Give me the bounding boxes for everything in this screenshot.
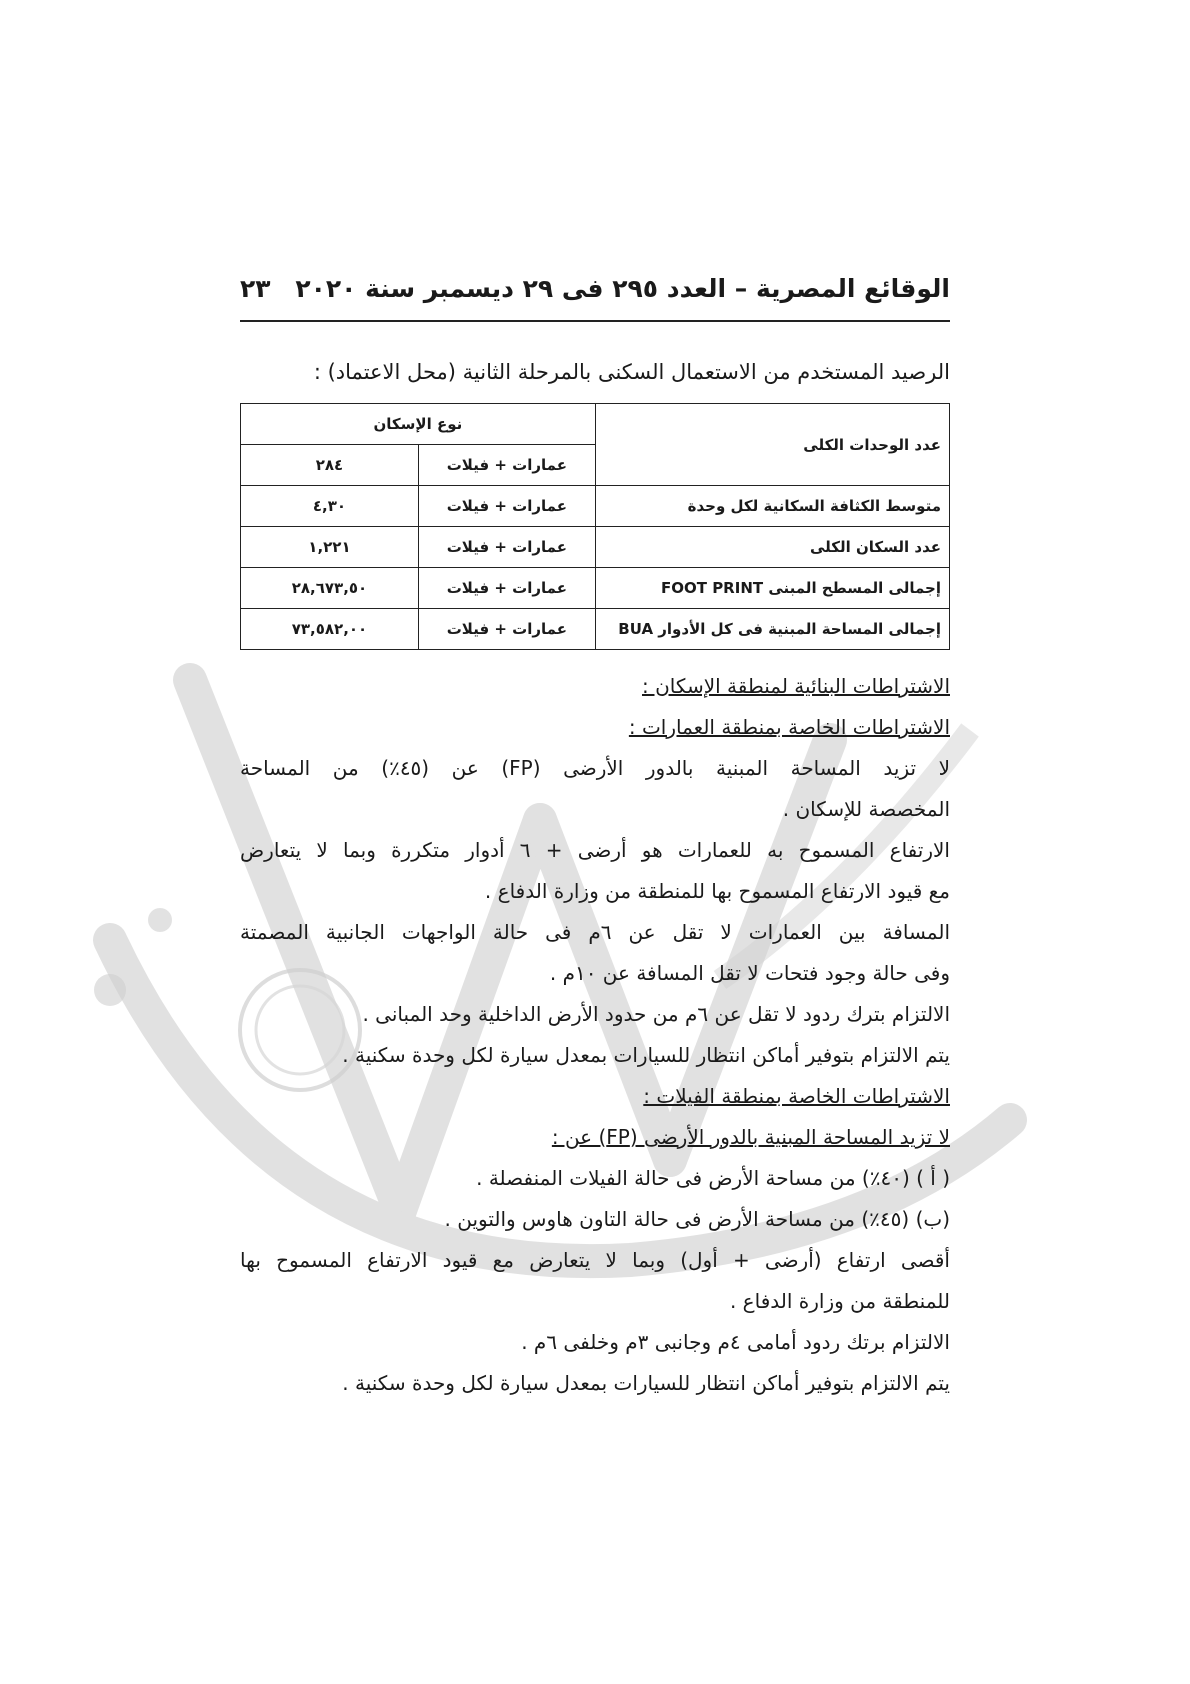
paragraph-line: أقصى ارتفاع (أرضى + أول) وبما لا يتعارض مع قيود الارتفاع المسموح بها — [240, 1248, 950, 1272]
section-heading: الاشتراطات الخاصة بمنطقة العمارات : — [628, 715, 950, 739]
table-row — [241, 609, 950, 650]
table-row — [241, 404, 950, 445]
row-type: عمارات + فيلات — [418, 527, 595, 568]
group-header: نوع الإسكان — [241, 404, 596, 445]
row-type: عمارات + فيلات — [418, 609, 595, 650]
row-value: ١,٢٢١ — [241, 527, 419, 568]
section-heading: الاشتراطات الخاصة بمنطقة الفيلات : — [643, 1084, 950, 1108]
paragraph-line: المسافة بين العمارات لا تقل عن ٦م فى حالة الواجهات الجانبية المصمتة — [240, 920, 950, 944]
row-value: ٢٨٤ — [241, 445, 419, 486]
paragraph-line: الالتزام بترك ردود لا تقل عن ٦م من حدود الأرض الداخلية وحد المبانى . — [362, 1002, 950, 1026]
row-type: عمارات + فيلات — [418, 568, 595, 609]
table-row — [241, 568, 950, 609]
row-value: ٧٣,٥٨٢,٠٠ — [241, 609, 419, 650]
paragraph-line: للمنطقة من وزارة الدفاع . — [729, 1289, 950, 1313]
section-heading: الاشتراطات البنائية لمنطقة الإسكان : — [642, 674, 950, 698]
paragraph-line: ( أ ) (٤٠٪) من مساحة الأرض فى حالة الفيلات المنفصلة . — [476, 1166, 950, 1190]
row-label: عدد الوحدات الكلى — [595, 404, 949, 486]
row-value: ٢٨,٦٧٣,٥٠ — [241, 568, 419, 609]
paragraph-line: يتم الالتزام بتوفير أماكن انتظار للسيارات بمعدل سيارة لكل وحدة سكنية . — [342, 1371, 950, 1395]
paragraph-line: المخصصة للإسكان . — [782, 797, 950, 821]
row-type: عمارات + فيلات — [418, 445, 595, 486]
row-label: عدد السكان الكلى — [595, 527, 949, 568]
table-row — [241, 527, 950, 568]
table-row — [241, 486, 950, 527]
regulations-body — [240, 666, 950, 1404]
row-label: إجمالى المساحة المبنية فى كل الأدوار BUA — [595, 609, 949, 650]
paragraph-line: (ب) (٤٥٪) من مساحة الأرض فى حالة التاون هاوس والتوين . — [444, 1207, 950, 1231]
paragraph-line: الالتزام برتك ردود أمامى ٤م وجانبى ٣م وخلفى ٦م . — [521, 1330, 950, 1354]
row-value: ٤,٣٠ — [241, 486, 419, 527]
paragraph-line: لا تزيد المساحة المبنية بالدور الأرضى (FP) عن (٤٥٪) من المساحة — [240, 756, 950, 780]
paragraph-line: يتم الالتزام بتوفير أماكن انتظار للسيارات بمعدل سيارة لكل وحدة سكنية . — [342, 1043, 950, 1067]
gazette-title: الوقائع المصرية – العدد ٢٩٥ فى ٢٩ ديسمبر سنة ٢٠٢٠ — [295, 274, 950, 303]
row-label: متوسط الكثافة السكانية لكل وحدة — [595, 486, 949, 527]
section-heading: لا تزيد المساحة المبنية بالدور الأرضى (FP) عن : — [551, 1125, 950, 1149]
row-label: إجمالى المسطح المبنى FOOT PRINT — [595, 568, 949, 609]
paragraph-line: وفى حالة وجود فتحات لا تقل المسافة عن ١٠م . — [549, 961, 950, 985]
residential-summary-table — [240, 403, 950, 650]
page-number: ٢٣ — [240, 274, 271, 303]
row-type: عمارات + فيلات — [418, 486, 595, 527]
intro-text: الرصيد المستخدم من الاستعمال السكنى بالمرحلة الثانية (محل الاعتماد) : — [313, 360, 950, 384]
page-header — [240, 272, 950, 322]
paragraph-line: الارتفاع المسموح به للعمارات هو أرضى + ٦ أدوار متكررة وبما لا يتعارض — [240, 838, 950, 862]
paragraph-line: مع قيود الارتفاع المسموح بها للمنطقة من وزارة الدفاع . — [484, 879, 950, 903]
